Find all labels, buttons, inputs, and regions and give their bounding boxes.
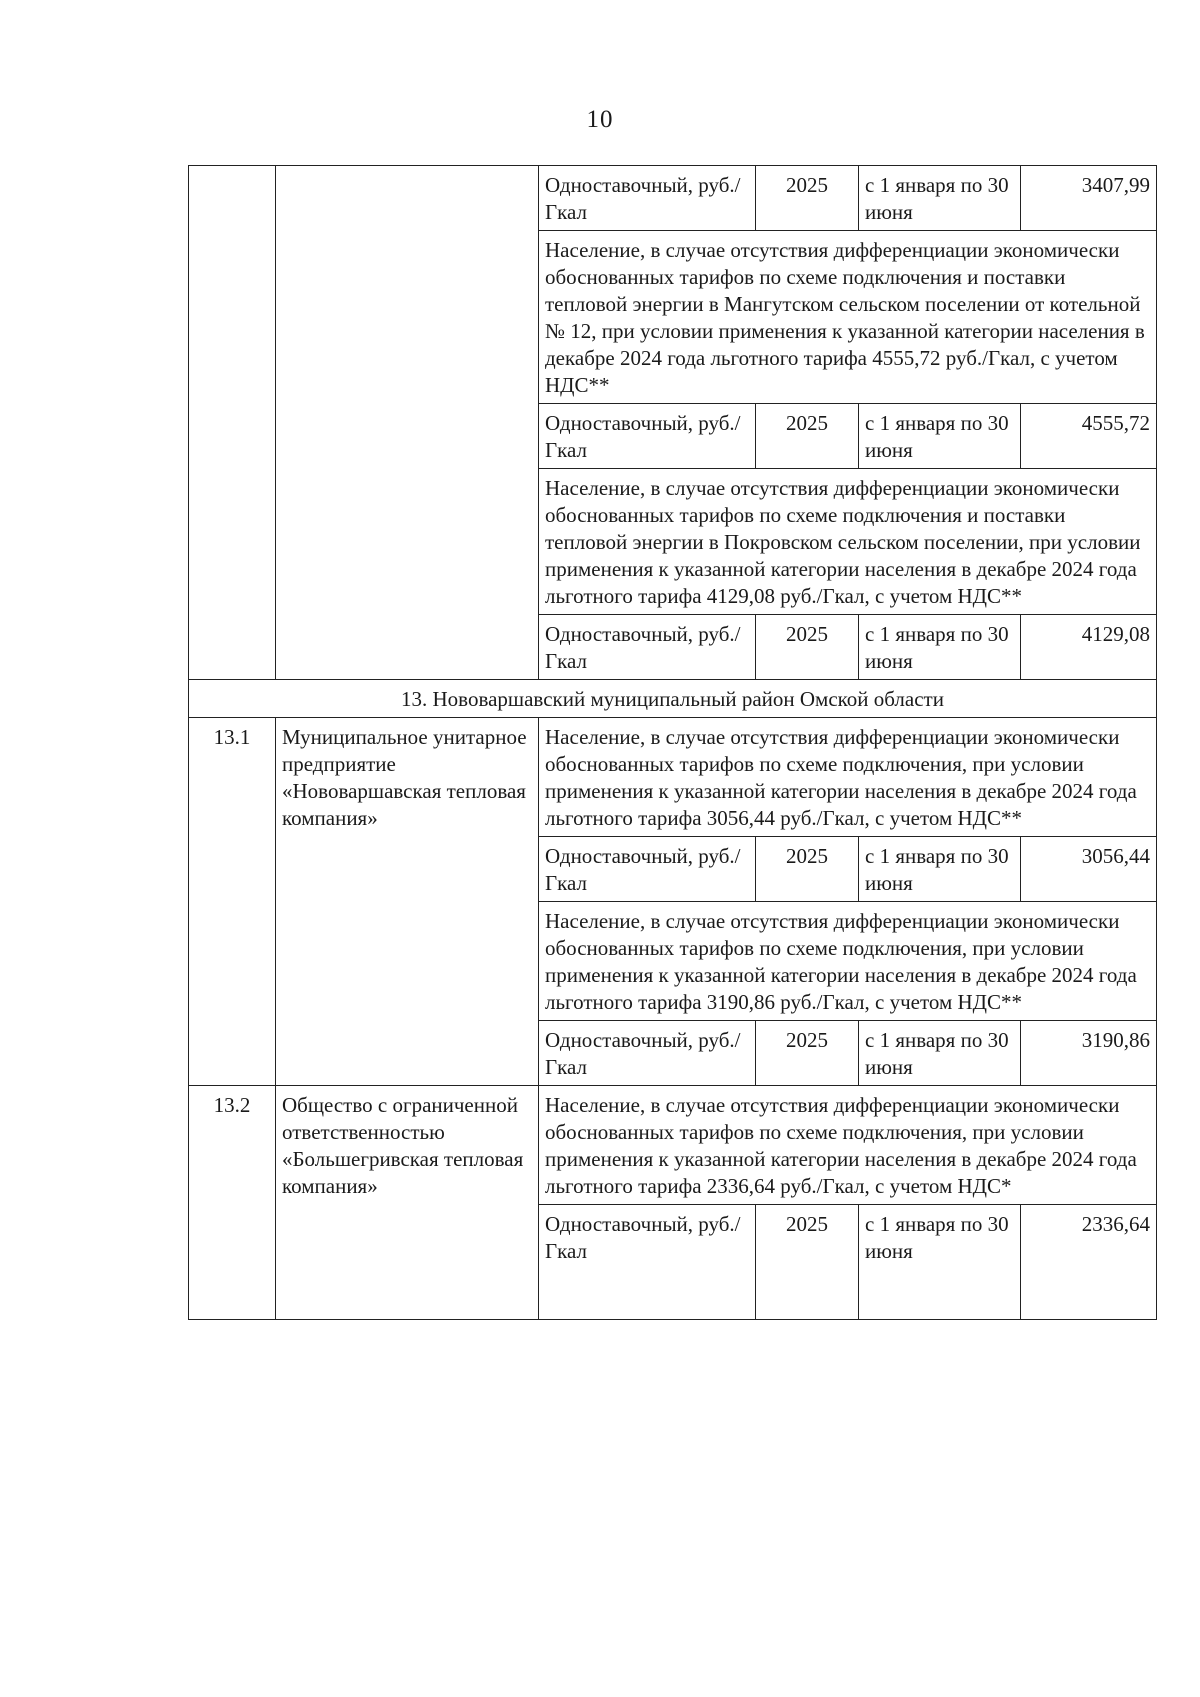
num-cell-empty (189, 166, 276, 680)
tariff-period: с 1 января по 30 июня (859, 615, 1021, 680)
tariff-value: 2336,64 (1021, 1205, 1157, 1320)
org-cell-empty (276, 166, 539, 680)
tariff-year: 2025 (756, 166, 859, 231)
entry-number: 13.2 (189, 1086, 276, 1320)
table-row (189, 1086, 1157, 1205)
tariff-year: 2025 (756, 1021, 859, 1086)
section-row (189, 680, 1157, 718)
tariff-value: 3190,86 (1021, 1021, 1157, 1086)
tariff-type: Одноставочный, руб./Гкал (539, 615, 756, 680)
tariff-type: Одноставочный, руб./Гкал (539, 1205, 756, 1320)
tariff-period: с 1 января по 30 июня (859, 166, 1021, 231)
tariff-type: Одноставочный, руб./Гкал (539, 837, 756, 902)
entry-number: 13.1 (189, 718, 276, 1086)
tariff-period: с 1 января по 30 июня (859, 1205, 1021, 1320)
tariff-value: 4129,08 (1021, 615, 1157, 680)
population-description: Население, в случае отсутствия дифференциации экономически обоснованных тарифов по схеме подключения и поставки тепловой энергии в Покровском сельском поселении, при условии применения к указанной категории населения в декабре 2024 года льготного тарифа 4129,08 руб./Гкал, с учетом НДС** (539, 469, 1157, 615)
tariff-year: 2025 (756, 404, 859, 469)
organization-name: Муниципальное унитарное предприятие «Нововаршавская тепловая компания» (276, 718, 539, 1086)
tariff-period: с 1 января по 30 июня (859, 404, 1021, 469)
population-description: Население, в случае отсутствия дифференциации экономически обоснованных тарифов по схеме подключения, при условии применения к указанной категории населения в декабре 2024 года льготного тарифа 3056,44 руб./Гкал, с учетом НДС** (539, 718, 1157, 837)
tariff-value: 4555,72 (1021, 404, 1157, 469)
population-description: Население, в случае отсутствия дифференциации экономически обоснованных тарифов по схеме подключения, при условии применения к указанной категории населения в декабре 2024 года льготного тарифа 3190,86 руб./Гкал, с учетом НДС** (539, 902, 1157, 1021)
section-title: 13. Нововаршавский муниципальный район Омской области (189, 680, 1157, 718)
tariff-type: Одноставочный, руб./Гкал (539, 404, 756, 469)
tariff-type: Одноставочный, руб./Гкал (539, 166, 756, 231)
population-description: Население, в случае отсутствия дифференциации экономически обоснованных тарифов по схеме подключения, при условии применения к указанной категории населения в декабре 2024 года льготного тарифа 2336,64 руб./Гкал, с учетом НДС* (539, 1086, 1157, 1205)
tariff-value: 3056,44 (1021, 837, 1157, 902)
population-description: Население, в случае отсутствия дифференциации экономически обоснованных тарифов по схеме подключения и поставки тепловой энергии в Мангутском сельском поселении от котельной № 12, при условии применения к указанной категории населения в декабре 2024 года льготного тарифа 4555,72 руб./Гкал, с учетом НДС** (539, 231, 1157, 404)
tariff-period: с 1 января по 30 июня (859, 837, 1021, 902)
tariff-period: с 1 января по 30 июня (859, 1021, 1021, 1086)
tariff-year: 2025 (756, 837, 859, 902)
tariff-value: 3407,99 (1021, 166, 1157, 231)
page-number: 10 (586, 106, 614, 133)
organization-name: Общество с ограниченной ответственностью «Большегривская тепловая компания» (276, 1086, 539, 1320)
tariff-type: Одноставочный, руб./Гкал (539, 1021, 756, 1086)
tariff-table (188, 165, 1157, 1320)
table-row (189, 718, 1157, 837)
tariff-year: 2025 (756, 1205, 859, 1320)
tariff-year: 2025 (756, 615, 859, 680)
table-row (189, 166, 1157, 231)
